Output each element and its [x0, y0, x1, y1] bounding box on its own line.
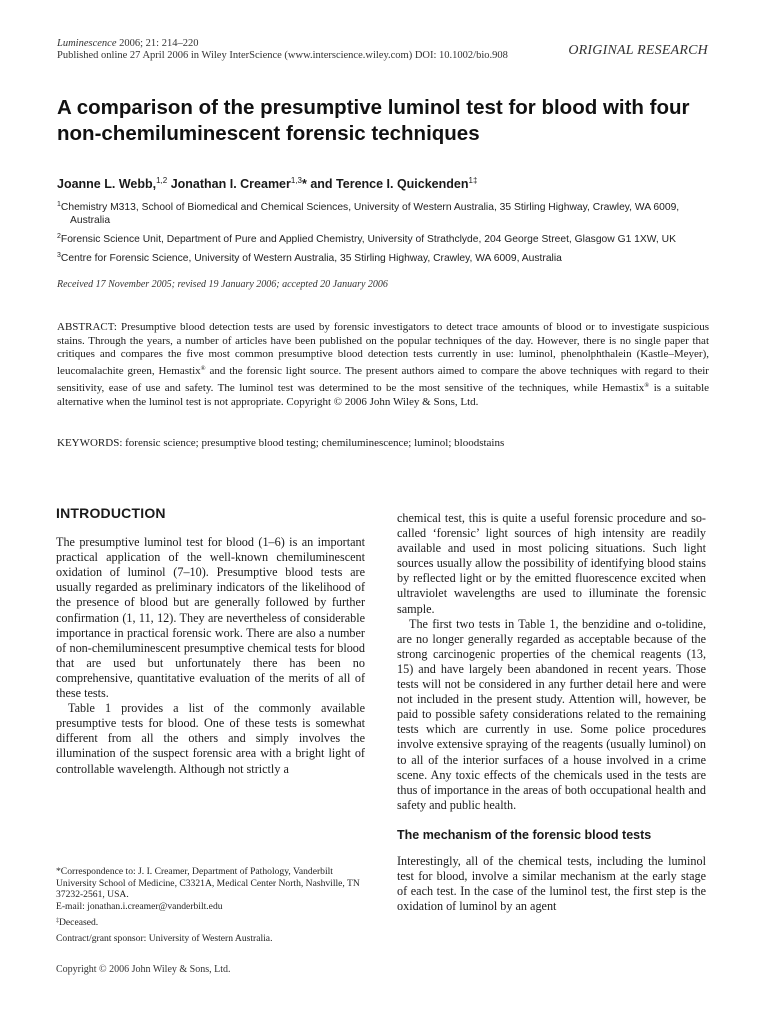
deceased-note [56, 916, 366, 929]
correspondence-note [56, 866, 366, 912]
subsection-heading-mechanism: The mechanism of the forensic blood tests [397, 827, 652, 842]
affiliation-number: 1 [57, 201, 61, 208]
keywords: KEYWORDS: forensic science; presumptive blood testing; chemiluminescence; luminol; bloodstains [57, 437, 505, 449]
corresponding-mark: * [302, 177, 307, 191]
affiliation-number: 3 [57, 252, 61, 259]
publication-info: Published online 27 April 2006 in Wiley InterScience (www.interscience.wiley.com) DOI: 10.1002/bio.908 [57, 50, 508, 61]
affiliation-text: Forensic Science Unit, Department of Pure and Applied Chemistry, University of Strathclyde, 204 George Street, Glasgow G1 1XW, UK [60, 234, 676, 245]
deceased-text: Deceased. [59, 917, 99, 929]
affiliation [57, 230, 717, 246]
section-label: ORIGINAL RESEARCH [568, 43, 708, 58]
affiliation [57, 249, 717, 265]
journal-name: Luminescence [57, 38, 117, 49]
article-title: A comparison of the presumptive luminol test for blood with four non-chemiluminescent forensic techniques [57, 96, 690, 145]
copyright-footer: Copyright © 2006 John Wiley & Sons, Ltd. [56, 964, 231, 975]
affiliations [57, 198, 717, 268]
affiliation-number: 2 [57, 233, 61, 240]
body-paragraph: Table 1 provides a list of the commonly available presumptive tests for blood. One of these tests is somewhat different from all the others and simply involves the illumination of the suspect forensic area with a bright light of controllable wavelength. Although not strictly a [56, 701, 365, 776]
grant-note: Contract/grant sponsor: University of Western Australia. [56, 932, 273, 944]
deceased-mark: ‡ [56, 918, 59, 925]
journal-header [57, 38, 508, 62]
body-paragraph: The first two tests in Table 1, the benzidine and o-tolidine, are no longer generally regarded as acceptable because of the strong carcinogenic properties of the chemical reagents (13, 15) and have largely been abandoned in recent years. Those tests will not be considered in any further detail here and were not included in the present study. Attention will, however, be paid to possible safety considerations related to the remaining tests which are currently in use. Some police procedures involve extensive spraying of the reagents (usually luminol) on to all of the interior surfaces of a house involved in a crime scene. Any toxic effects of the chemicals used in the tests are thus of importance in the areas of both occupational health and safety and public health. [397, 616, 706, 812]
affiliation-text: Centre for Forensic Science, University of Western Australia, 35 Stirling Highway, Crawley, WA 6009, Australia [60, 253, 562, 264]
author-affiliation-mark: 1,2 [156, 176, 168, 185]
abstract-text: ABSTRACT: Presumptive blood detection tests are used by forensic investigators to detect trace amounts of blood or to investigate suspicious stains. Through the years, a number of articles have been published on the popular techniques of the day. However, there is no single paper that critiques and compares the five most common presumptive blood detection tests currently in use: luminol, phenolphthalein (Kastle–Meyer), leucomalachite green, Hemastix [57, 321, 709, 378]
right-column [397, 511, 706, 914]
footnotes [56, 866, 366, 949]
section-heading-introduction: INTRODUCTION [56, 505, 166, 521]
email-text: E-mail: jonathan.i.creamer@vanderbilt.edu [56, 900, 223, 912]
affiliation-text: Chemistry M313, School of Biomedical and Chemical Sciences, University of Western Australia, 35 Stirling Highway, Crawley, WA 6009, Australia [60, 202, 680, 226]
abstract-text: and the forensic light source. The present authors aimed to compare the above techniques with regard to their sensitivity, ease of use and safety. The luminol test was determined to be the most sensitive of the techniques, while Hemastix [57, 365, 709, 394]
author-name: Jonathan I. Creamer [167, 177, 291, 191]
journal-citation: 2006; 21: 214–220 [116, 38, 199, 49]
registered-mark: ® [200, 365, 206, 373]
author-affiliation-mark: 1‡ [468, 176, 478, 185]
affiliation [57, 198, 717, 227]
body-paragraph: chemical test, this is quite a useful forensic procedure and so-called ‘forensic’ light sources of high intensity are readily available and used in most policing situations. Such light sources usually allow the possibility of identifying blood stains by reflected light or by the emitted fluorescence excited when ultraviolet wavelengths are used to illuminate the forensic sample. [397, 511, 706, 616]
author-name: Joanne L. Webb, [57, 177, 157, 191]
author-list [57, 176, 477, 191]
author-name: and Terence I. Quickenden [306, 177, 469, 191]
author-affiliation-mark: 1,3 [290, 176, 302, 185]
abstract [57, 321, 709, 409]
received-dates: Received 17 November 2005; revised 19 January 2006; accepted 20 January 2006 [57, 279, 388, 290]
body-paragraph: Interestingly, all of the chemical tests, including the luminol test for blood, involve a similar mechanism at the early stage of each test. In the case of the luminol test, the first step is the oxidation of luminol by an agent [397, 853, 706, 914]
registered-mark: ® [644, 381, 650, 389]
body-paragraph: The presumptive luminol test for blood (1–6) is an important practical application of the well-known chemiluminescent oxidation of luminol (7–10). Presumptive blood tests are usually regarded as preliminary indicators of the likelihood of the presence of blood but are generally followed by further confirmation (1, 11, 12). They are nevertheless of considerable importance in practical forensic work. There are also a number of non-chemiluminescent presumptive chemical tests for blood that are used but unfortunately there has been no comprehensive, quantitative evaluation of the merits of all of these tests. [56, 535, 365, 701]
abstract-text: is a suitable alternative when the luminol test is not appropriate. Copyright © 2006 John Wiley & Sons, Ltd. [57, 381, 710, 408]
left-column [56, 506, 365, 777]
correspondence-text: *Correspondence to: J. I. Creamer, Department of Pathology, Vanderbilt University School of Medicine, C3321A, Medical Center North, Nashville, TN 37232-2561, USA. [56, 866, 360, 901]
